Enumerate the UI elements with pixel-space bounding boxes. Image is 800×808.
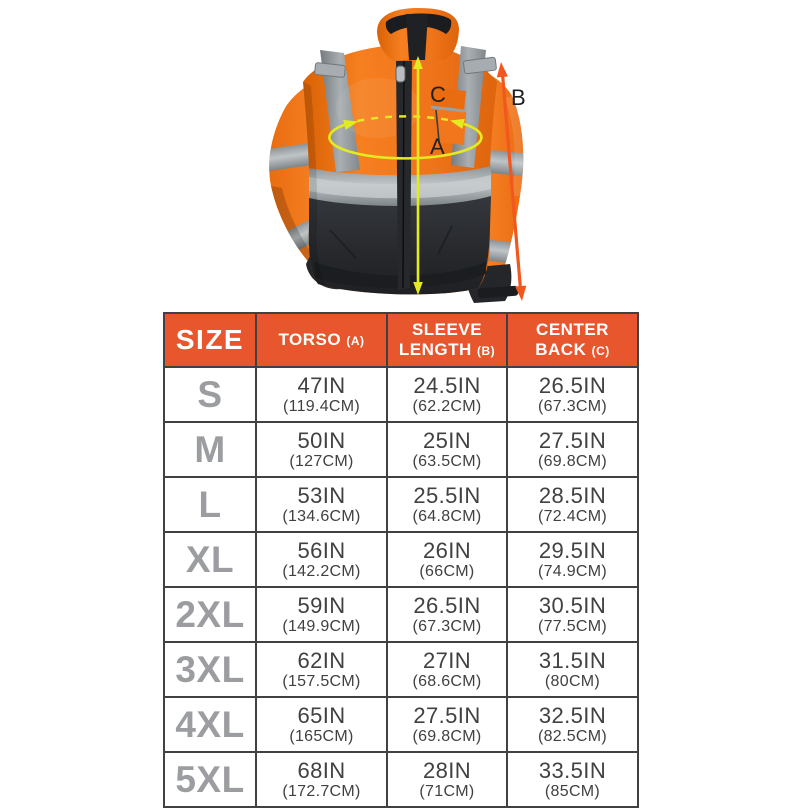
jacket-torso [303, 45, 497, 295]
size-chart-table [163, 312, 639, 808]
table-row [164, 697, 638, 752]
torso-cell: 47IN (119.4CM) [256, 367, 387, 422]
table-row [164, 642, 638, 697]
col-header-sleeve-length: SLEEVE LENGTH (B) [387, 313, 507, 367]
jacket-size-diagram [0, 0, 800, 315]
torso-cell: 50IN (127CM) [256, 422, 387, 477]
col-header-center-back: CENTER BACK (C) [507, 313, 638, 367]
label-c: C [430, 82, 447, 107]
back-cell: 26.5IN (67.3CM) [507, 367, 638, 422]
label-a: A [430, 134, 446, 159]
size-cell: L [164, 477, 256, 532]
left-shoulder-tab [314, 62, 345, 77]
table-row [164, 752, 638, 807]
table-row [164, 587, 638, 642]
table-row [164, 532, 638, 587]
torso-cell: 56IN (142.2CM) [256, 532, 387, 587]
sleeve-cell: 27IN (68.6CM) [387, 642, 507, 697]
size-cell: M [164, 422, 256, 477]
back-cell: 30.5IN (77.5CM) [507, 587, 638, 642]
header-row [164, 313, 638, 367]
table-row [164, 422, 638, 477]
back-cell: 32.5IN (82.5CM) [507, 697, 638, 752]
sleeve-cell: 25.5IN (64.8CM) [387, 477, 507, 532]
zipper [396, 58, 412, 290]
table-row [164, 367, 638, 422]
sleeve-cell: 25IN (63.5CM) [387, 422, 507, 477]
sleeve-cell: 26IN (66CM) [387, 532, 507, 587]
back-cell: 27.5IN (69.8CM) [507, 422, 638, 477]
size-cell: 4XL [164, 697, 256, 752]
size-cell: XL [164, 532, 256, 587]
back-cell: 28.5IN (72.4CM) [507, 477, 638, 532]
torso-cell: 62IN (157.5CM) [256, 642, 387, 697]
sleeve-cell: 28IN (71CM) [387, 752, 507, 807]
table-row [164, 477, 638, 532]
zipper-pull [396, 66, 405, 82]
back-cell: 33.5IN (85CM) [507, 752, 638, 807]
hi-vis-jacket-illustration [0, 0, 800, 315]
col-header-size: SIZE [164, 313, 256, 367]
size-cell: 3XL [164, 642, 256, 697]
size-cell: 2XL [164, 587, 256, 642]
torso-cell: 65IN (165CM) [256, 697, 387, 752]
sleeve-cell: 27.5IN (69.8CM) [387, 697, 507, 752]
label-b: B [511, 85, 527, 110]
torso-cell: 59IN (149.9CM) [256, 587, 387, 642]
back-cell: 29.5IN (74.9CM) [507, 532, 638, 587]
size-cell: 5XL [164, 752, 256, 807]
collar [377, 8, 459, 61]
size-cell: S [164, 367, 256, 422]
back-cell: 31.5IN (80CM) [507, 642, 638, 697]
sleeve-cell: 26.5IN (67.3CM) [387, 587, 507, 642]
sleeve-cell: 24.5IN (62.2CM) [387, 367, 507, 422]
torso-cell: 53IN (134.6CM) [256, 477, 387, 532]
col-header-torso: TORSO (A) [256, 313, 387, 367]
torso-cell: 68IN (172.7CM) [256, 752, 387, 807]
